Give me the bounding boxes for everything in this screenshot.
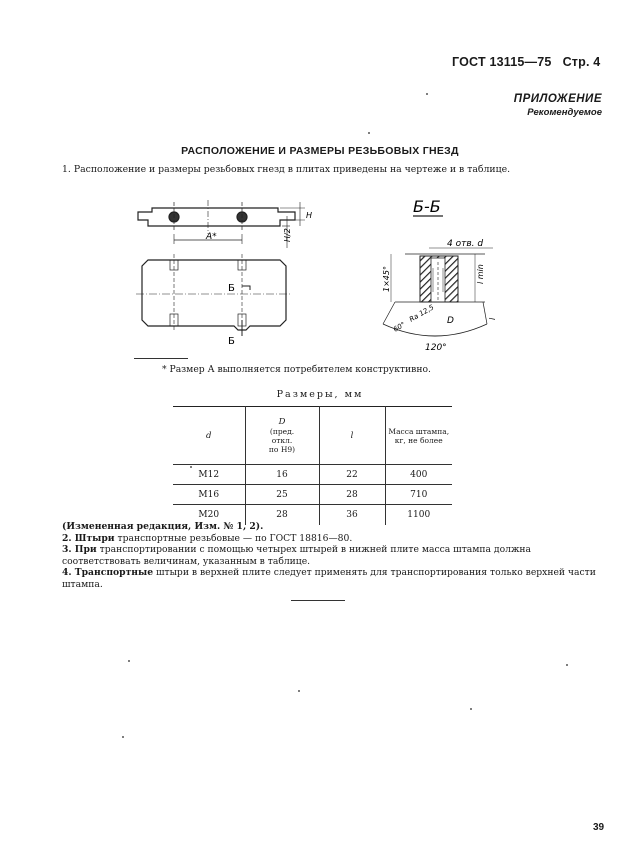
note-2: 2. Штыри транспортные резьбовые — по ГОСТ 18816—80.	[62, 532, 353, 544]
table-caption: Размеры, мм	[276, 389, 364, 400]
cell-mass: 1100	[385, 505, 452, 525]
plate-side-profile	[138, 208, 295, 226]
plate-plan-outline	[142, 260, 286, 330]
notes-block	[62, 521, 602, 590]
dim-d-label: D	[447, 316, 454, 326]
footnote-rule	[134, 358, 188, 359]
page-label: Стр. 4	[562, 55, 601, 69]
edition-note: (Измененная редакция, Изм. № 1, 2).	[62, 521, 264, 532]
note-3: 3. При транспортировании с помощью четырех штырей в нижней плите масса штампа должна соответствовать величинам, указанным в таблице.	[62, 544, 532, 567]
dim-h-label: H	[306, 211, 313, 220]
scan-speck	[368, 132, 370, 134]
scan-speck	[566, 664, 568, 666]
table-header-row	[173, 407, 452, 465]
page-number: 39	[593, 822, 605, 833]
angle-60-label: 60°	[392, 320, 407, 334]
cell-d: M16	[198, 489, 220, 500]
cell-D: 16	[245, 465, 319, 485]
scan-speck	[426, 93, 428, 95]
header-D: D (пред. откл. по H9)	[245, 407, 319, 465]
scan-speck	[190, 466, 192, 468]
section-view-drawing	[375, 192, 505, 352]
scan-speck	[128, 660, 130, 662]
header-mass: Масса штампа, кг, не более	[385, 407, 452, 465]
cell-d: M20	[198, 509, 220, 520]
plan-view-drawing	[130, 190, 330, 350]
dim-h2-label: H/2	[283, 228, 292, 242]
cell-D: 28	[245, 505, 319, 525]
cell-l: 36	[319, 505, 385, 525]
appendix-subtitle: Рекомендуемое	[527, 107, 602, 118]
cut-label-1: Б	[228, 283, 235, 294]
dim-l-label: l	[488, 317, 497, 320]
roughness-label: Ra 12,5	[408, 303, 436, 324]
footnote: * Размер А выполняется потребителем конструктивно.	[162, 364, 431, 375]
appendix-block	[514, 93, 602, 118]
angle-120-label: 120°	[425, 343, 447, 352]
dim-a-label: A*	[206, 232, 217, 242]
chamfer-label: 1×45°	[382, 266, 391, 292]
cell-mass: 400	[385, 465, 452, 485]
table-row	[173, 465, 452, 485]
scan-speck	[122, 736, 124, 738]
note-4: 4. Транспортные штыри в верхней плите следует применять для транспортирования только верхней части штампа.	[62, 567, 596, 590]
section-title-bb: Б-Б	[413, 197, 441, 216]
standard-header	[452, 55, 600, 69]
cut-arrow-1	[242, 286, 250, 290]
scan-speck	[470, 708, 472, 710]
end-rule	[291, 600, 345, 601]
dimensions-table	[173, 406, 452, 525]
depth-label: l min	[476, 264, 485, 284]
cell-mass: 710	[385, 485, 452, 505]
cut-label-2: Б	[228, 336, 235, 347]
hole-count-label: 4 отв. d	[447, 239, 484, 249]
appendix-title: ПРИЛОЖЕНИЕ	[513, 93, 602, 105]
header-l: l	[319, 407, 385, 465]
scan-speck	[298, 690, 300, 692]
standard-number: ГОСТ 13115—75	[452, 55, 552, 69]
paragraph-1: 1. Расположение и размеры резьбовых гнезд в плитах приведены на чертеже и в таблице.	[62, 164, 511, 175]
cell-l: 28	[319, 485, 385, 505]
cell-l: 22	[319, 465, 385, 485]
section-title: РАСПОЛОЖЕНИЕ И РАЗМЕРЫ РЕЗЬБОВЫХ ГНЕЗД	[181, 145, 459, 157]
header-d: d	[206, 430, 212, 441]
cell-d: M12	[198, 469, 220, 480]
cell-D: 25	[245, 485, 319, 505]
table-row	[173, 485, 452, 505]
